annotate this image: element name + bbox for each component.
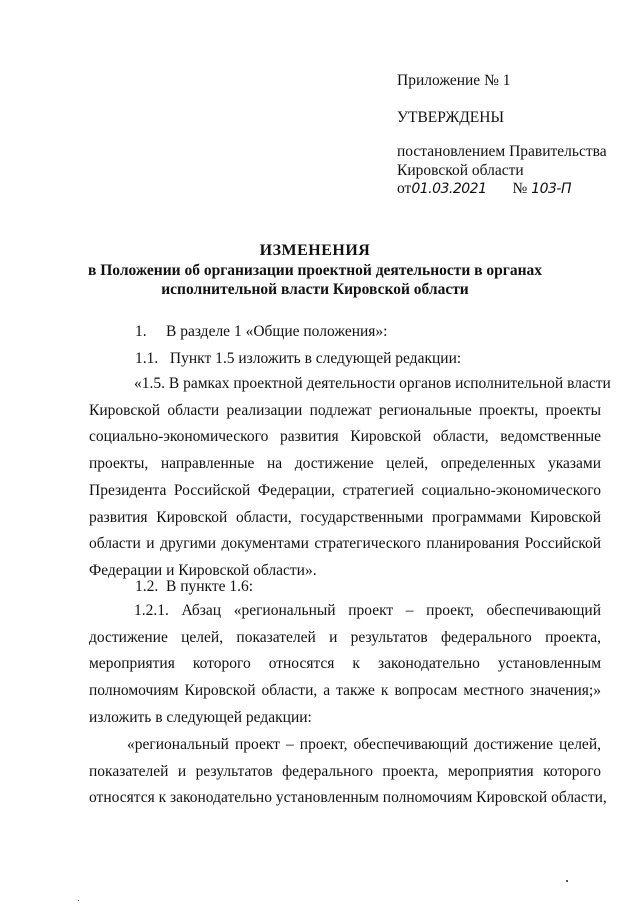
quote1-line: проекты, направленные на достижение целей, определенных указами [89,455,601,473]
title-line-1: в Положении об организации проектной деятельности в органах [87,261,543,279]
quote-1-5 [89,371,611,585]
approved-label: УТВЕРЖДЕНЫ [397,109,504,126]
quote1-line: Кировской области реализации подлежат региональные проекты, проекты [89,401,601,419]
from-prefix: от [397,180,412,197]
resolution-line-1: постановлением Правительства [397,143,607,160]
quote-regional-project [89,732,607,812]
scan-speck [78,900,79,901]
quote1-line: Федерации и Кировской области». [89,561,317,579]
quote1-line: социально-экономического развития Кировской области, ведомственные [89,428,601,446]
handwritten-date: 01.03.2021 [411,181,487,197]
quote2-line: относятся к законодательно установленным полномочиям Кировской области, [89,789,607,807]
resolution-line-2: Кировской области [397,162,524,179]
title-line-2: исполнительной власти Кировской области [161,281,469,298]
scan-speck [566,880,568,882]
quote1-line: развития Кировской области, государственными программами Кировской [89,508,601,526]
document-title [80,241,550,300]
item-1-2-1-line: изложить в следующей редакции: [89,708,312,726]
quote1-line: «1.5. В рамках проектной деятельности органов исполнительной власти [134,375,611,392]
item-1-1: 1.1. Пункт 1.5 изложить в следующей редакции: [135,350,462,367]
appendix-label: Приложение № 1 [397,72,511,89]
item-1-2-1-line: достижение целей, показателей и результатов федерального проекта, [89,628,601,646]
handwritten-number: 103-П [531,181,571,197]
quote1-line: области и другими документами стратегического планирования Российской [89,535,601,553]
item-1-2-1-line: 1.2.1. Абзац «региональный проект – проект, обеспечивающий [134,602,601,619]
resolution-date-line [397,178,571,200]
title-heading: ИЗМЕНЕНИЯ [259,242,371,259]
item-1-2-1-line: полномочиям Кировской области, а также к вопросам местного значения;» [89,682,601,700]
item-1-2-1 [89,598,601,732]
item-1-2-1-line: мероприятия которого относятся к законодательно установленным [89,655,601,673]
quote1-line: Президента Российской Федерации, стратегией социально-экономического [89,481,601,499]
number-prefix: № [512,180,528,197]
item-1-2: 1.2. В пункте 1.6: [135,578,254,595]
quote2-line: показателей и результатов федерального проекта, мероприятия которого [89,762,601,780]
item-1: 1. В разделе 1 «Общие положения»: [135,323,388,340]
quote2-line: «региональный проект – проект, обеспечивающий достижение целей, [127,736,601,753]
